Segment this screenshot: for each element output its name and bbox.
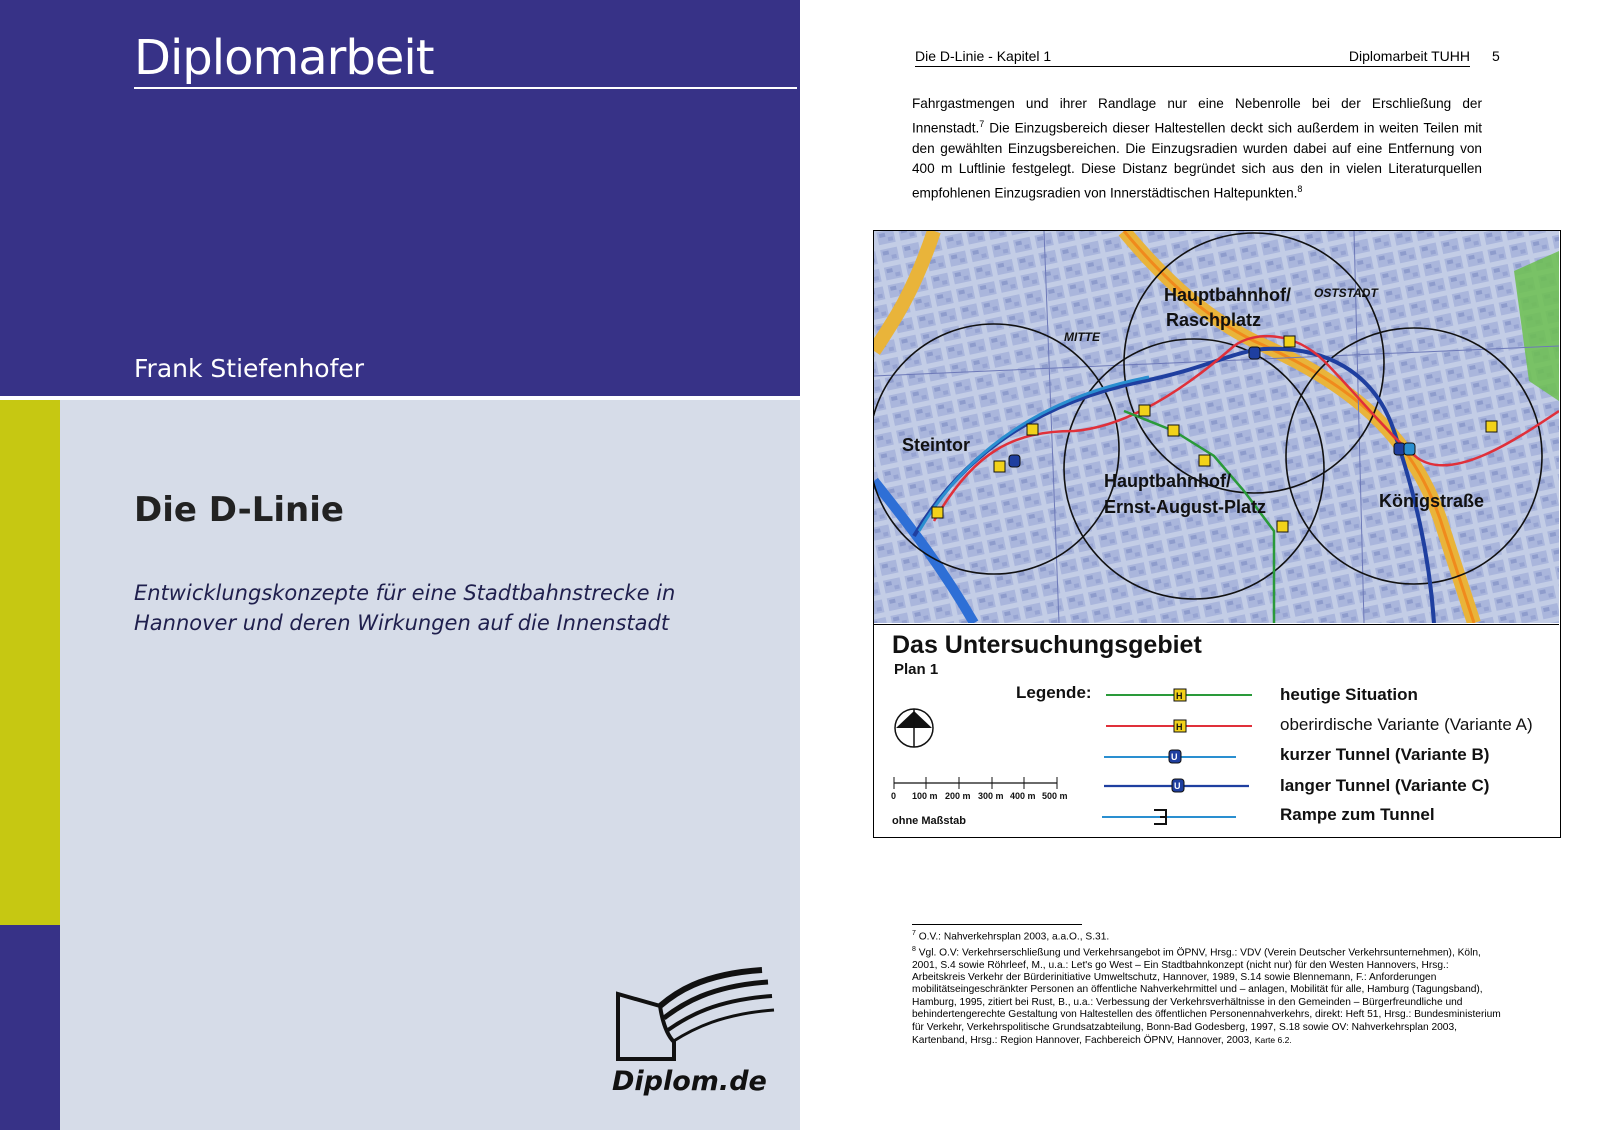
running-head-left: Die D-Linie - Kapitel 1	[915, 48, 1052, 64]
cover-green-stripe	[0, 400, 60, 925]
thesis-page	[800, 0, 1600, 1130]
footnote-ref-8: 8	[1297, 183, 1303, 194]
map-label-raschplatz-2: Raschplatz	[1166, 310, 1262, 330]
legend-item-variante-b: kurzer Tunnel (Variante B)	[1280, 745, 1490, 764]
diplom-logo	[612, 964, 782, 1097]
footnote-ref-7: 7	[979, 119, 985, 129]
book-subtitle: Entwicklungskonzepte für eine Stadtbahnstrecke in Hannover und deren Wirkungen auf die Innenstadt	[134, 581, 676, 635]
map-label-raschplatz-1: Hauptbahnhof/	[1164, 285, 1291, 305]
footnote-8-text: Vgl. O.V: Verkehrserschließung und Verkehrsangebot im ÖPNV, Hrsg.: VDV (Verein Deutscher Verkehrsunternehmen), Köln, 2001, S.4 sowie Röhrleef, M., u.a.: Let's go West – Ein Stadtbahnkonzept (nicht nur) für den Westen Hannovers, Hrsg.: Arbeitskreis Verkehr der Bürderinitiative Umweltschutz, Hannover, 1989, S.14 sowie Blennemann, F.: Anforderungen mobilitätseingeschränkter Personen an öffentliche Nahverkehrmittel und – anlagen, Mobilität für alle, Hamburg (Tagungsband), Hamburg, 1995, zitiert bei Rust, B., u.a.: Verbessung der Verkehrsverhältnisse in den Gemeinden – Bürgerfreundliche und behindertengerechte Gestaltung von Haltestellen des öffentlichen Personennahverkehrs, direkt: Heft 51, Hrsg.: Bundesministerium für Verkehr, Verkehrspolitische Grundsatzabteilung, Bonn-Bad Godesberg, 1997, S.18 sowie OV: Nahverkehrsplan 2003, Kartenband, Hrsg.: Region Hannover, Fachbereich ÖPNV, Hannover, 2003,	[912, 947, 1501, 1047]
svg-text:H: H	[1176, 722, 1183, 732]
footnotes	[912, 928, 1502, 1047]
footnote-7-text: O.V.: Nahverkehrsplan 2003, a.a.O., S.31.	[915, 931, 1110, 943]
legend-line-variante-c	[1104, 779, 1249, 792]
scale-label-200: 200 m	[945, 791, 971, 801]
scale-label-100: 100 m	[912, 791, 938, 801]
footnote-8-number: 8	[912, 945, 916, 953]
cover-author: Frank Stiefenhofer	[134, 354, 365, 383]
map-label-koenigstrasse: Königstraße	[1379, 491, 1485, 511]
map-label-ernst-2: Ernst-August-Platz	[1104, 497, 1266, 517]
legend-item-heutige: heutige Situation	[1280, 685, 1418, 704]
legend-line-variante-b	[1104, 750, 1236, 763]
footnote-7-number: 7	[912, 930, 916, 937]
map-label-ernst-1: Hauptbahnhof/	[1104, 471, 1231, 491]
map-figure	[873, 230, 1561, 838]
legend-item-variante-c: langer Tunnel (Variante C)	[1280, 776, 1490, 795]
paragraph-part-2: Die Einzugsbereich dieser Haltestellen deckt sich außerdem in weiten Teilen mit den gewählten Einzugsbereichen. Die Einzugsradien wurden dabei auf eine Entfernung von 400 m Luftlinie festgelegt. Diese Distanz begründet sich aus den in vielen Literaturquellen empfohlenen Einzugsradien von Innerstädtischen Haltepunkten.	[912, 120, 1482, 201]
book-pages-icon	[612, 964, 782, 1069]
cover-series-title: Diplomarbeit	[134, 30, 434, 86]
footnote-rule	[912, 924, 1082, 925]
svg-text:H: H	[1176, 691, 1183, 701]
running-head-right: Diplomarbeit TUHH	[1348, 48, 1470, 64]
scale-label-300: 300 m	[978, 791, 1004, 801]
legend-line-variante-a	[1106, 720, 1252, 732]
scale-note: ohne Maßstab	[892, 815, 966, 827]
svg-text:U: U	[1171, 752, 1178, 762]
figure-legend	[874, 624, 1559, 838]
logo-text: Diplom.de	[612, 1066, 767, 1097]
scale-label-400: 400 m	[1010, 791, 1036, 801]
running-head	[915, 48, 1470, 67]
paragraph-part-1: Fahrgastmengen und ihrer Randlage nur eine Nebenrolle bei der Erschließung der Innenstadt.	[912, 96, 1482, 136]
map-label-mitte: MITTE	[1064, 330, 1100, 344]
body-paragraph	[912, 94, 1482, 203]
scale-label-500: 500 m	[1042, 791, 1068, 801]
book-title: Die D-Linie	[134, 490, 344, 530]
cover-title-rule	[134, 87, 797, 89]
footnote-8	[912, 944, 1502, 1048]
figure-title: Das Untersuchungsgebiet	[892, 631, 1202, 659]
north-arrow-icon	[895, 709, 933, 747]
cover-blue-stripe	[0, 925, 60, 1130]
cover-divider	[0, 396, 800, 400]
legend-item-variante-a: oberirdische Variante (Variante A)	[1280, 715, 1533, 734]
legend-line-heutige	[1106, 689, 1252, 701]
figure-plan: Plan 1	[894, 661, 939, 678]
legend-label: Legende:	[1016, 683, 1092, 702]
city-map	[874, 231, 1559, 623]
page-number: 5	[1492, 48, 1500, 64]
scale-label-0: 0	[891, 791, 897, 801]
scale-bar	[894, 777, 1057, 789]
legend-line-rampe	[1102, 810, 1236, 824]
footnote-8-tail: Karte 6.2.	[1254, 1035, 1292, 1046]
svg-text:U: U	[1174, 781, 1181, 791]
map-label-oststadt: OSTSTADT	[1314, 286, 1378, 300]
footnote-7	[912, 928, 1502, 944]
legend-item-rampe: Rampe zum Tunnel	[1280, 805, 1435, 824]
map-label-steintor: Steintor	[902, 435, 971, 455]
